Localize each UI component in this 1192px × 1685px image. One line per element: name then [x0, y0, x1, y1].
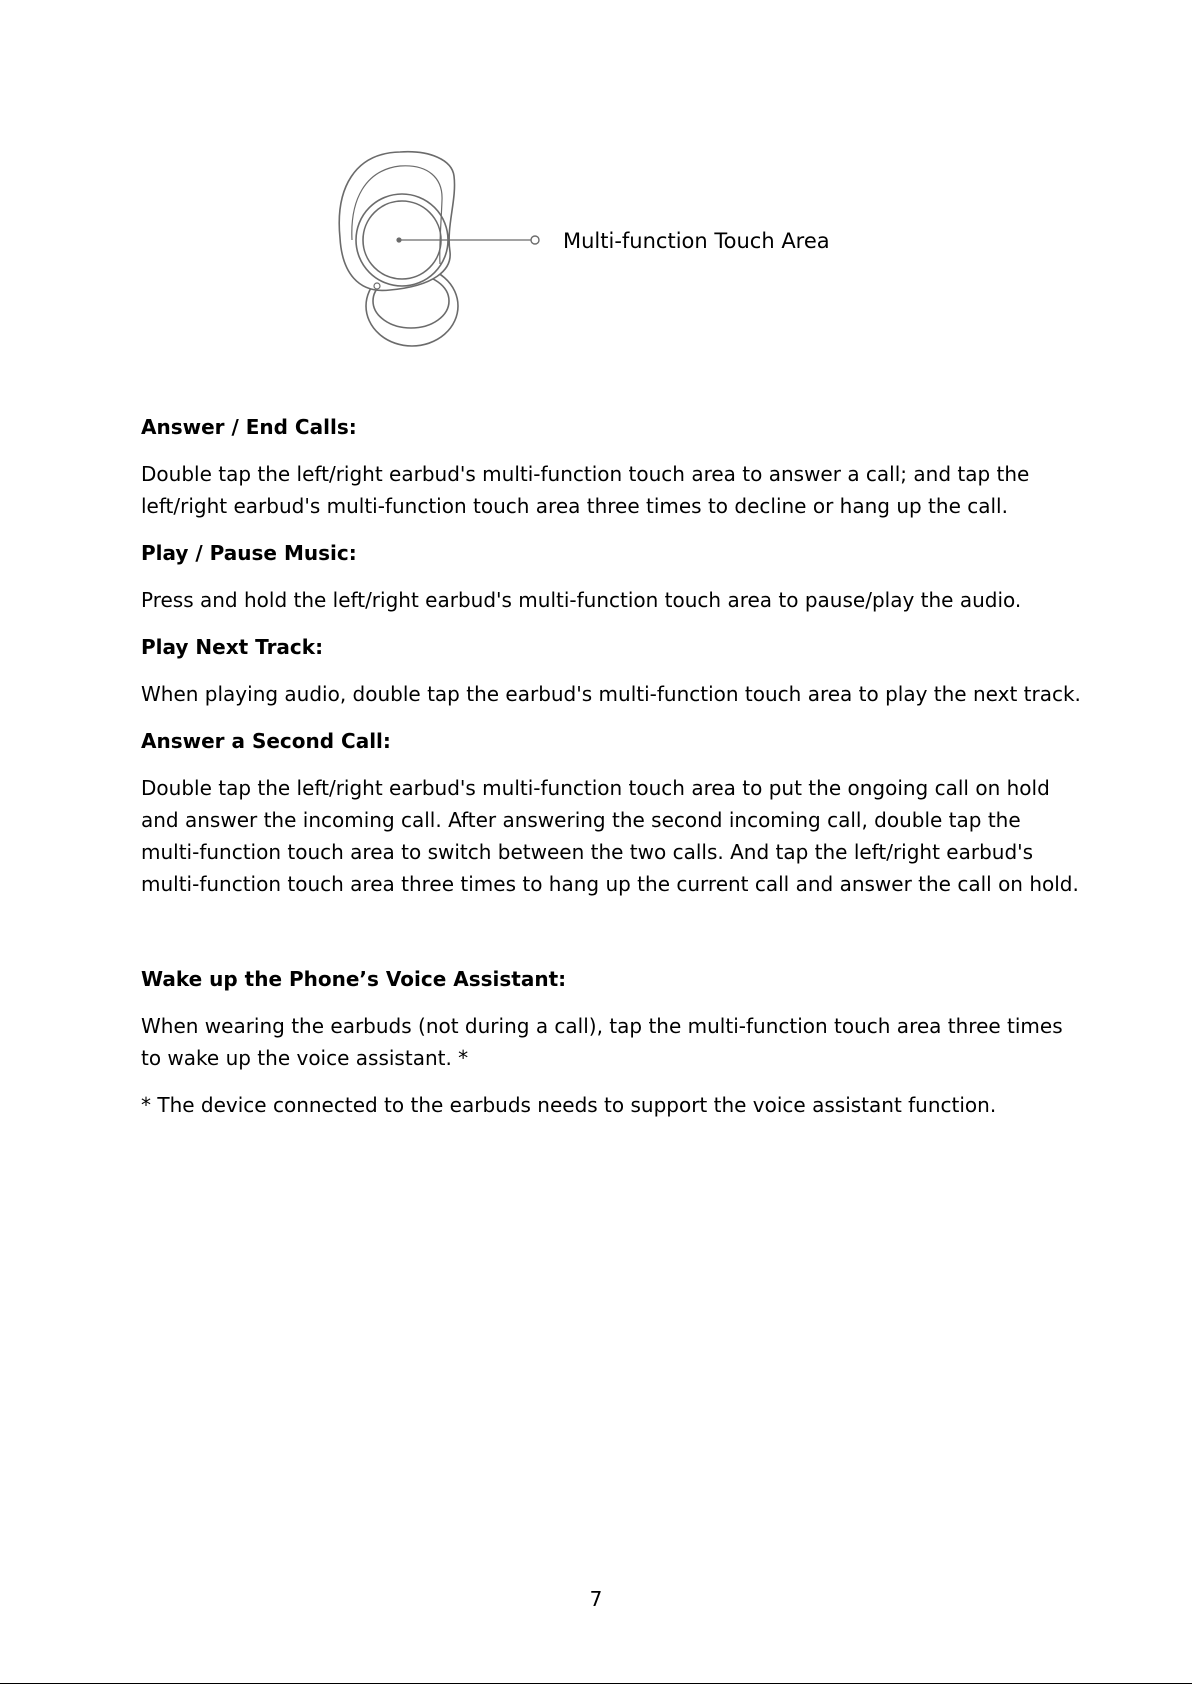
body-line: Double tap the left/right earbud's multi-function touch area to answer a call; and tap the [141, 462, 1030, 486]
section-heading: Answer a Second Call: [141, 729, 391, 753]
section-play-pause-music [141, 537, 1061, 616]
instructions-content [141, 411, 1081, 1136]
section-body [141, 1010, 1061, 1074]
section-answer-second-call [141, 725, 1079, 900]
earbud-illustration [330, 148, 550, 348]
section-answer-end-calls [141, 411, 1061, 522]
body-line: When playing audio, double tap the earbud's multi-function touch area to play the next track. [141, 682, 1081, 706]
body-line: multi-function touch area three times to hang up the current call and answer the call on hold. [141, 872, 1079, 896]
footnote-text: * The device connected to the earbuds needs to support the voice assistant function. [141, 1093, 997, 1117]
body-line: to wake up the voice assistant. * [141, 1046, 469, 1070]
section-spacer [141, 915, 1061, 963]
section-heading: Play / Pause Music: [141, 541, 357, 565]
section-body [141, 584, 1061, 616]
section-body [141, 772, 1079, 900]
section-body [141, 678, 1081, 710]
body-line: left/right earbud's multi-function touch area three times to decline or hang up the call. [141, 494, 1008, 518]
footnote [141, 1089, 1061, 1121]
section-body [141, 458, 1061, 522]
page-bottom-divider [0, 1683, 1192, 1684]
touch-area-callout-label: Multi-function Touch Area [563, 229, 830, 253]
body-line: and answer the incoming call. After answering the second incoming call, double tap the [141, 808, 1021, 832]
section-heading: Answer / End Calls: [141, 415, 357, 439]
body-line: Double tap the left/right earbud's multi-function touch area to put the ongoing call on hold [141, 776, 1050, 800]
section-heading: Wake up the Phone’s Voice Assistant: [141, 967, 567, 991]
body-line: When wearing the earbuds (not during a call), tap the multi-function touch area three times [141, 1014, 1063, 1038]
earbud-figure [330, 148, 850, 348]
section-play-next-track [141, 631, 1081, 710]
body-line: Press and hold the left/right earbud's multi-function touch area to pause/play the audio. [141, 588, 1022, 612]
page-number: 7 [589, 1587, 603, 1611]
section-heading: Play Next Track: [141, 635, 324, 659]
section-voice-assistant [141, 963, 1061, 1074]
body-line: multi-function touch area to switch between the two calls. And tap the left/right earbud's [141, 840, 1034, 864]
